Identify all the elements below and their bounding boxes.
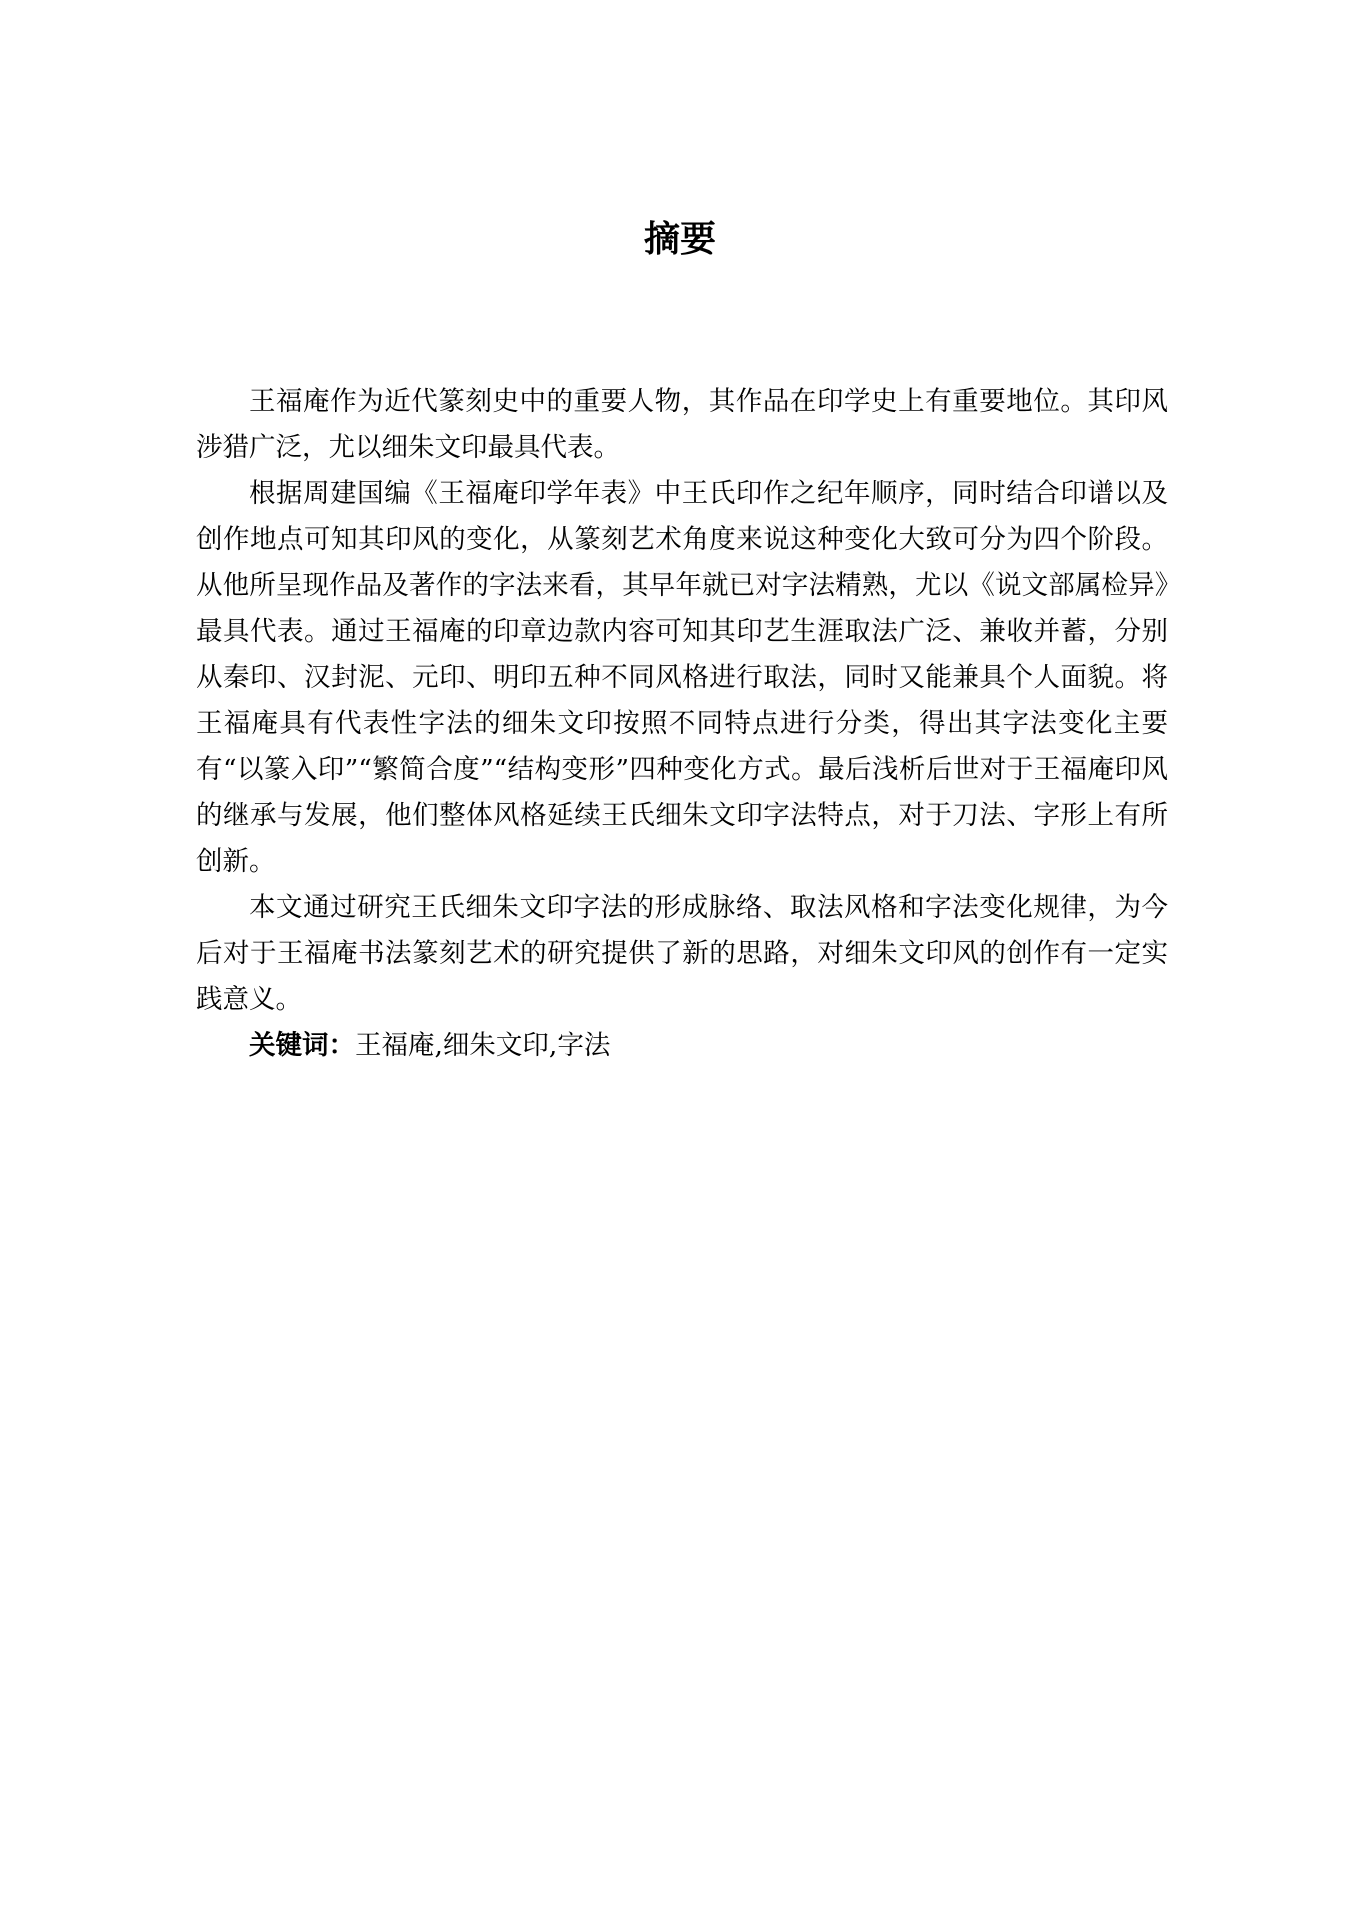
- abstract-paragraph: 王福庵作为近代篆刻史中的重要人物，其作品在印学史上有重要地位。其印风涉猎广泛，尤以细朱文印最具代表。: [196, 386, 1168, 463]
- abstract-paragraph: 根据周建国编《王福庵印学年表》中王氏印作之纪年顺序，同时结合印谱以及创作地点可知其印风的变化，从篆刻艺术角度来说这种变化大致可分为四个阶段。从他所呈现作品及著作的字法来看，其早年就已对字法精熟，尤以《说文部属检异》最具代表。通过王福庵的印章边款内容可知其印艺生涯取法广泛、兼收并蓄，分别从秦印、汉封泥、元印、明印五种不同风格进行取法，同时又能兼具个人面貌。将王福庵具有代表性字法的细朱文印按照不同特点进行分类，得出其字法变化主要有“以篆入印”“繁简合度”“结构变形”四种变化方式。最后浅析后世对于王福庵印风的继承与发展，他们整体风格延续王氏细朱文印字法特点，对于刀法、字形上有所创新。: [196, 478, 1168, 877]
- abstract-body: [196, 379, 1168, 1069]
- keywords-value: 王福庵,细朱文印,字法: [355, 1030, 611, 1061]
- keywords-line: [196, 1023, 1168, 1069]
- abstract-title: 摘要: [643, 219, 716, 260]
- abstract-paragraph: 本文通过研究王氏细朱文印字法的形成脉络、取法风格和字法变化规律，为今后对于王福庵书法篆刻艺术的研究提供了新的思路，对细朱文印风的创作有一定实践意义。: [196, 892, 1168, 1015]
- keywords-label: 关键词：: [249, 1030, 355, 1061]
